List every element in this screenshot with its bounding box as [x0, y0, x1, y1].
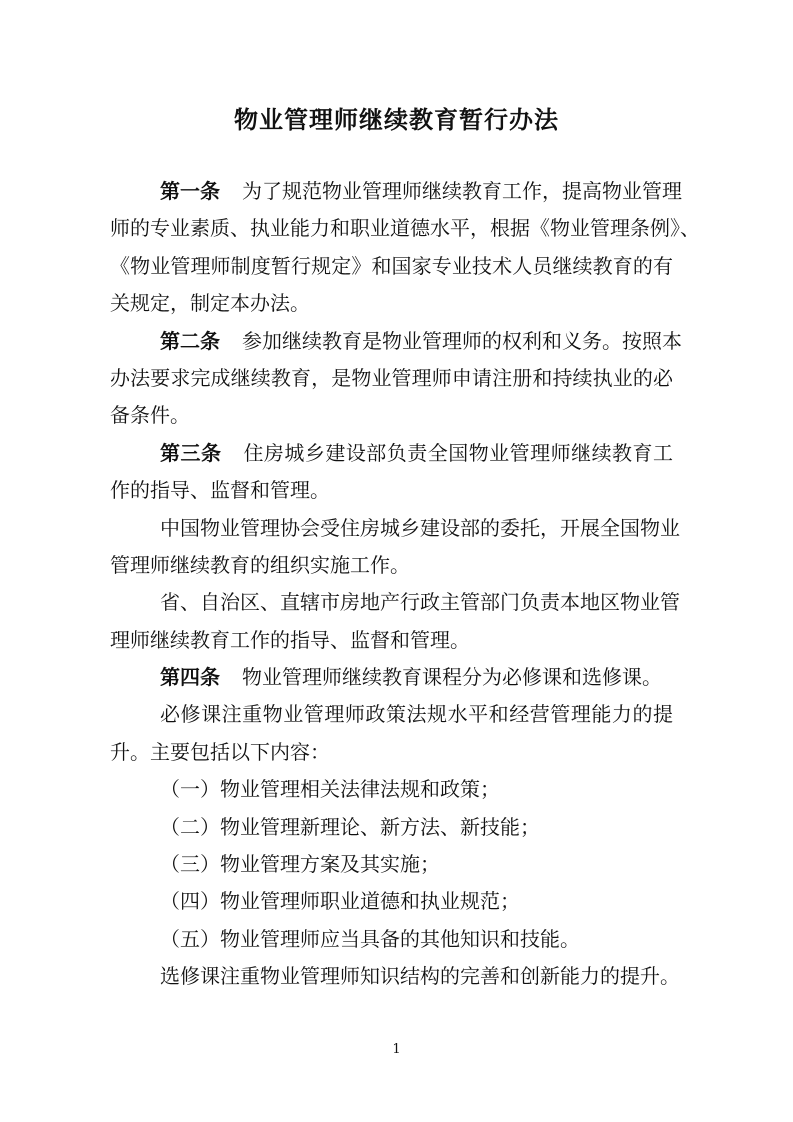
text-line [110, 210, 700, 247]
text-line [110, 659, 673, 696]
paragraph [110, 696, 673, 771]
line-text: 必修课注重物业管理师政策法规水平和经营管理能力的提 [160, 702, 673, 727]
text-line [110, 809, 673, 846]
text-line [110, 397, 673, 434]
paragraph [110, 846, 673, 883]
line-text: （三）物业管理方案及其实施； [160, 852, 440, 877]
text-line [110, 510, 680, 547]
article-paragraph [110, 435, 673, 510]
line-text: 升。主要包括以下内容： [110, 739, 330, 764]
line-text: 参加继续教育是物业管理师的权利和义务。按照本 [242, 328, 682, 353]
line-text: （五）物业管理师应当具备的其他知识和技能。 [160, 926, 580, 951]
line-text: 管理师继续教育的组织实施工作。 [110, 552, 410, 577]
line-text: （一）物业管理相关法律法规和政策； [160, 777, 500, 802]
line-text: 省、自治区、直辖市房地产行政主管部门负责本地区物业管 [160, 590, 680, 615]
line-text: 住房城乡建设部负责全国物业管理师继续教育工 [243, 440, 674, 465]
paragraph [110, 958, 680, 995]
article-paragraph [110, 659, 673, 696]
line-text: 选修课注重物业管理师知识结构的完善和创新能力的提升。 [160, 964, 680, 989]
line-text: 关规定，制定本办法。 [110, 291, 310, 316]
line-text: 《物业管理师制度暂行规定》和国家专业技术人员继续教育的有 [110, 253, 673, 278]
text-line [110, 622, 673, 659]
article-label: 第一条 [160, 179, 220, 203]
line-text: 中国物业管理协会受住房城乡建设部的委托，开展全国物业 [160, 515, 680, 540]
text-line [110, 248, 673, 285]
text-line [110, 323, 682, 360]
paragraph [110, 921, 673, 958]
line-text: 师的专业素质、执业能力和职业道德水平，根据《物业管理条例》、 [110, 216, 700, 241]
text-line [110, 472, 673, 509]
line-text: 为了规范物业管理师继续教育工作，提高物业管理 [242, 179, 682, 203]
text-line [110, 584, 680, 621]
paragraph [110, 809, 673, 846]
article-label: 第三条 [160, 440, 222, 465]
article-paragraph [110, 173, 700, 323]
line-text: 作的指导、监督和管理。 [110, 478, 330, 503]
text-line [110, 883, 673, 920]
paragraph [110, 883, 673, 920]
text-line [110, 285, 673, 322]
line-text: 物业管理师继续教育课程分为必修课和选修课。 [242, 665, 662, 690]
article-label: 第四条 [160, 665, 220, 690]
text-line [110, 360, 673, 397]
article-paragraph [110, 323, 682, 435]
line-text: 理师继续教育工作的指导、监督和管理。 [110, 627, 470, 652]
line-text: 办法要求完成继续教育，是物业管理师申请注册和持续执业的必 [110, 365, 673, 390]
text-line [110, 547, 673, 584]
paragraph [110, 584, 680, 659]
line-text: （四）物业管理师职业道德和执业规范； [160, 889, 520, 914]
text-line [110, 696, 673, 733]
document-body [110, 173, 700, 996]
document-title: 物业管理师继续教育暂行办法 [234, 105, 559, 134]
text-line [110, 173, 682, 210]
paragraph [110, 771, 673, 808]
text-line [110, 921, 673, 958]
text-line [110, 771, 673, 808]
text-line [110, 846, 673, 883]
paragraph [110, 510, 680, 585]
line-text: （二）物业管理新理论、新方法、新技能； [160, 814, 540, 839]
text-line [110, 958, 680, 995]
text-line [110, 435, 673, 472]
line-text: 备条件。 [110, 403, 190, 428]
article-label: 第二条 [160, 328, 220, 353]
page-number: 1 [392, 1042, 401, 1057]
text-line [110, 734, 673, 771]
